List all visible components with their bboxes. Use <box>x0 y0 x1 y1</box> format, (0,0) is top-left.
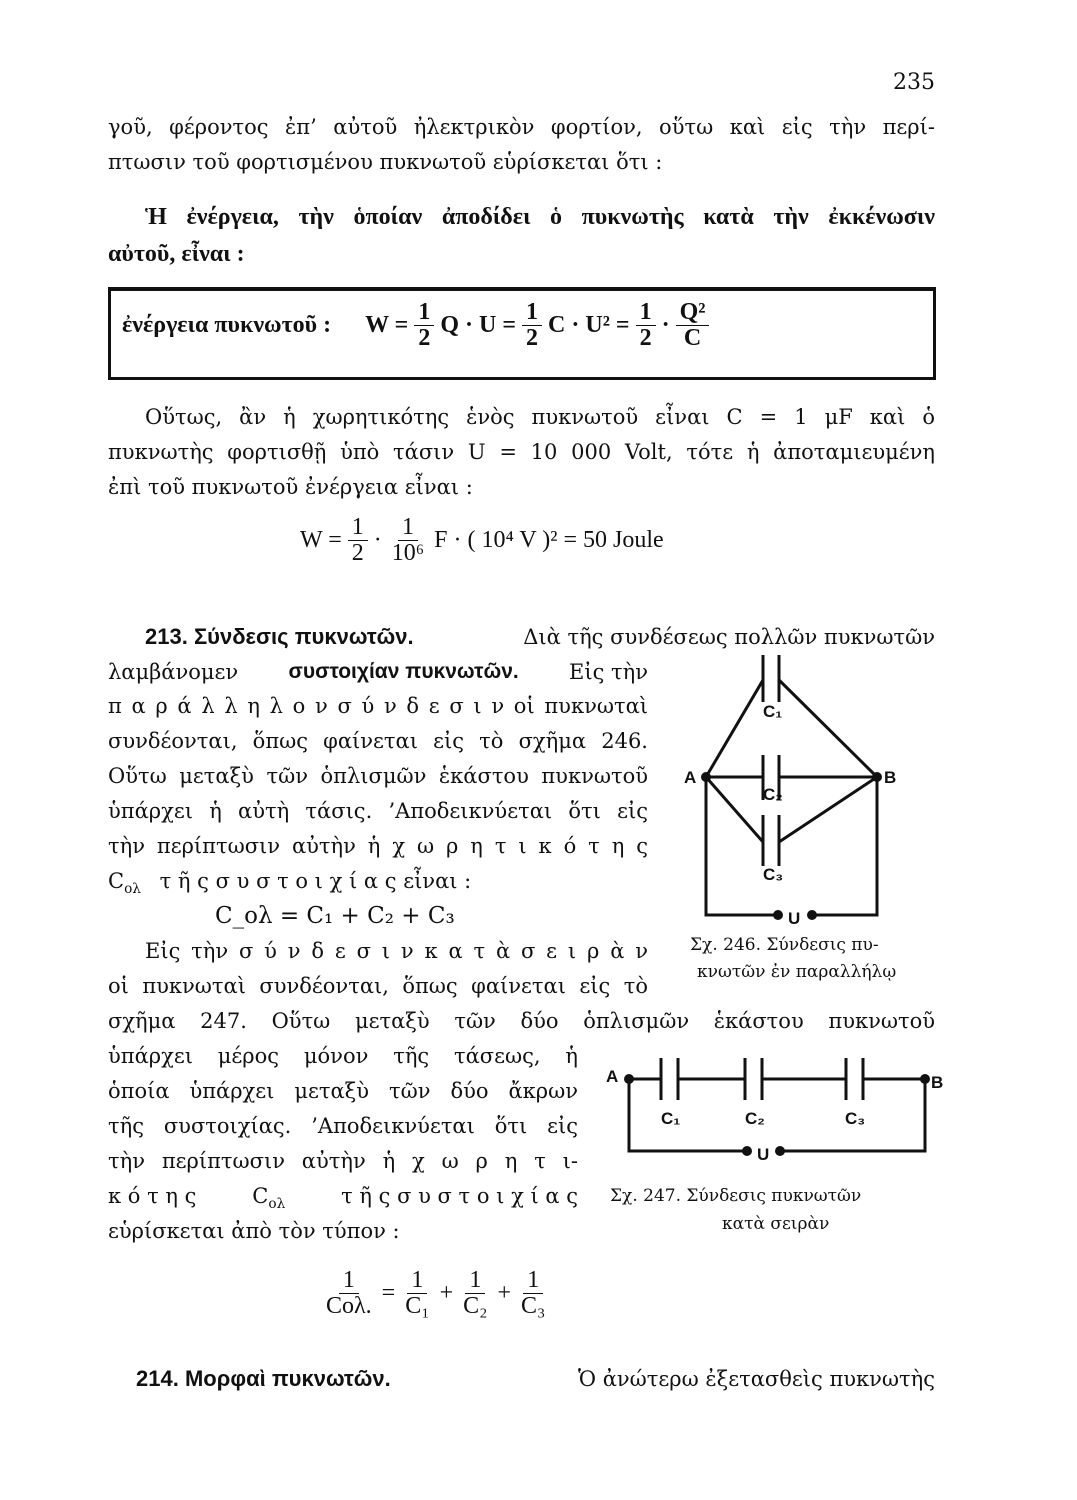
formula-term: + <box>439 1280 454 1307</box>
denominator: C₃ <box>521 1293 546 1320</box>
denominator: C₂ <box>463 1293 488 1320</box>
section-number: 213. <box>145 624 188 649</box>
denominator: Cολ. <box>326 1293 372 1320</box>
text-line: γοῦ, φέροντος ἐπ’ αὐτοῦ ἠλεκτρικὸν φορτίον, οὕτω καὶ εἰς τὴν περί- <box>108 115 935 139</box>
formula-term: = <box>381 1280 396 1307</box>
parallel-formula: C_ολ = C₁ + C₂ + C₃ <box>215 903 455 929</box>
section-title: Μορφαὶ πυκνωτῶν. <box>184 1366 391 1391</box>
denominator: 2 <box>639 325 652 352</box>
numerator: 1 <box>636 300 656 326</box>
numerator: 1 <box>407 1268 427 1294</box>
symbol-c: C <box>252 1184 269 1208</box>
figure-246-caption: κνωτῶν ἐν παραλλήλῳ <box>697 962 897 982</box>
figure-247-caption: κατὰ σειρὰν <box>722 1214 830 1234</box>
numerator: Q² <box>676 300 710 326</box>
section-number: 214. <box>136 1366 179 1391</box>
numerator: 1 <box>465 1268 485 1294</box>
text-line: Εἰς τὴν σ ύ ν δ ε σ ι ν κ α τ ὰ σ ε ι ρ ὰ ν <box>145 939 648 963</box>
label-c2: C₂ <box>745 1109 765 1128</box>
label-c2: C₂ <box>763 785 783 804</box>
text-line: Ὁ ἀνώτερω ἐξετασθεὶς πυκνωτὴς <box>577 1367 935 1391</box>
formula-term: · <box>661 312 670 339</box>
text-line: οἱ πυκνωταὶ συνδέονται, ὅπως φαίνεται εἰς τὸ <box>108 974 648 998</box>
text-line: πυκνωτὴς φορτισθῇ ὑπὸ τάσιν U = 10 000 Volt, τότε ἡ ἀποταμιευμένη <box>108 440 935 464</box>
bold-statement: Ἡ ἐνέργεια, τὴν ὁποίαν ἀποδίδει ὁ πυκνωτὴς κατὰ τὴν ἐκκένωσιν <box>145 204 935 230</box>
formula-term: C · U² = <box>548 312 630 339</box>
label-u: U <box>757 1145 770 1164</box>
text-line: πτωσιν τοῦ φορτισμένου πυκνωτοῦ εὑρίσκεται ὅτι : <box>108 150 663 174</box>
denominator: 2 <box>418 325 431 352</box>
page-number: 235 <box>893 70 935 95</box>
numerator: 1 <box>522 300 542 326</box>
text-fragment: τ ῆ ς σ υ σ τ ο ι χ ί α ς εἶναι : <box>159 869 472 893</box>
denominator: C <box>683 325 702 352</box>
text-line: συνδέονται, ὅπως φαίνεται εἰς τὸ σχῆμα 246. <box>108 729 648 753</box>
numerator: 1 <box>348 515 368 541</box>
formula-term: W = <box>300 527 342 554</box>
text-line: ὑπάρχει ἡ αὐτὴ τάσις. ’Αποδεικνύεται ὅτι εἰς <box>108 799 648 823</box>
symbol-c: C <box>108 869 125 893</box>
text-line: ὁποία ὑπάρχει μεταξὺ τῶν δύο ἄκρων <box>108 1079 578 1103</box>
figure-246-caption: Σχ. 246. Σύνδεσις πυ- <box>690 935 879 955</box>
symbol-subscript: ολ <box>268 1196 286 1213</box>
text-line: σχῆμα 247. Οὕτω μεταξὺ τῶν δύο ὁπλισμῶν ἑκάστου πυκνωτοῦ <box>108 1009 935 1033</box>
formula-label: ἐνέργεια πυκνωτοῦ : <box>122 312 332 339</box>
text-line: π α ρ ά λ λ η λ ο ν σ ύ ν δ ε σ ι ν οἱ πυκνωταὶ <box>108 694 648 718</box>
numerator: 1 <box>398 515 418 541</box>
figure-247-caption: Σχ. 247. Σύνδεσις πυκνωτῶν <box>610 1186 862 1206</box>
symbol-subscript: ολ <box>124 881 141 898</box>
text-fragment: λαμβάνομεν <box>108 660 239 684</box>
numerator: 1 <box>339 1268 359 1294</box>
text-line: Οὕτως, ἂν ἡ χωρητικότης ἑνὸς πυκνωτοῦ εἶναι C = 1 μF καὶ ὁ <box>145 405 935 429</box>
denominator: C₁ <box>405 1293 430 1320</box>
formula-term: W = <box>365 312 409 339</box>
formula-term: F · ( 10⁴ V )² = 50 Joule <box>434 527 664 554</box>
text-line: ἐπὶ τοῦ πυκνωτοῦ ἐνέργεια εἶναι : <box>108 475 473 499</box>
text-line: Οὕτω μεταξὺ τῶν ὁπλισμῶν ἑκάστου πυκνωτοῦ <box>108 764 648 788</box>
text-fragment: τ ῆ ς σ υ σ τ ο ι χ ί α ς <box>341 1184 578 1208</box>
numerator: 1 <box>414 300 434 326</box>
formula-term: Q · U = <box>440 312 517 339</box>
label-c1: C₁ <box>763 702 783 721</box>
text-line: τὴν περίπτωσιν αὐτὴν ἡ χ ω ρ η τ ι- <box>108 1149 578 1173</box>
bold-statement: αὐτοῦ, εἶναι : <box>108 241 245 267</box>
text-line: τῆς συστοιχίας. ’Αποδεικνύεται ὅτι εἰς <box>108 1114 578 1138</box>
section-title: Σύνδεσις πυκνωτῶν. <box>193 624 414 649</box>
label-c3: C₃ <box>845 1109 866 1128</box>
bold-term: συστοιχίαν πυκνωτῶν. <box>288 660 519 683</box>
text-line: Διὰ τῆς συνδέσεως πολλῶν πυκνωτῶν <box>523 625 935 649</box>
text-line: ὑπάρχει μέρος μόνον τῆς τάσεως, ἡ <box>108 1044 578 1068</box>
label-b: B <box>931 1073 944 1092</box>
label-a: A <box>684 768 697 787</box>
numerator: 1 <box>523 1268 543 1294</box>
denominator: 10⁶ <box>391 540 425 567</box>
formula-term: · <box>373 527 382 554</box>
label-c3: C₃ <box>763 865 784 884</box>
denominator: 2 <box>351 540 364 567</box>
text-fragment: κ ό τ η ς <box>108 1184 197 1208</box>
formula-term: + <box>497 1280 512 1307</box>
label-a: A <box>606 1067 619 1086</box>
label-u: U <box>788 909 801 928</box>
denominator: 2 <box>526 325 539 352</box>
label-c1: C₁ <box>661 1109 681 1128</box>
label-b: B <box>884 768 897 787</box>
text-line: εὑρίσκεται ἀπὸ τὸν τύπον : <box>108 1219 400 1243</box>
text-fragment: Εἰς τὴν <box>569 660 648 684</box>
text-line: τὴν περίπτωσιν αὐτὴν ἡ χ ω ρ η τ ι κ ό τ η ς <box>108 834 648 858</box>
